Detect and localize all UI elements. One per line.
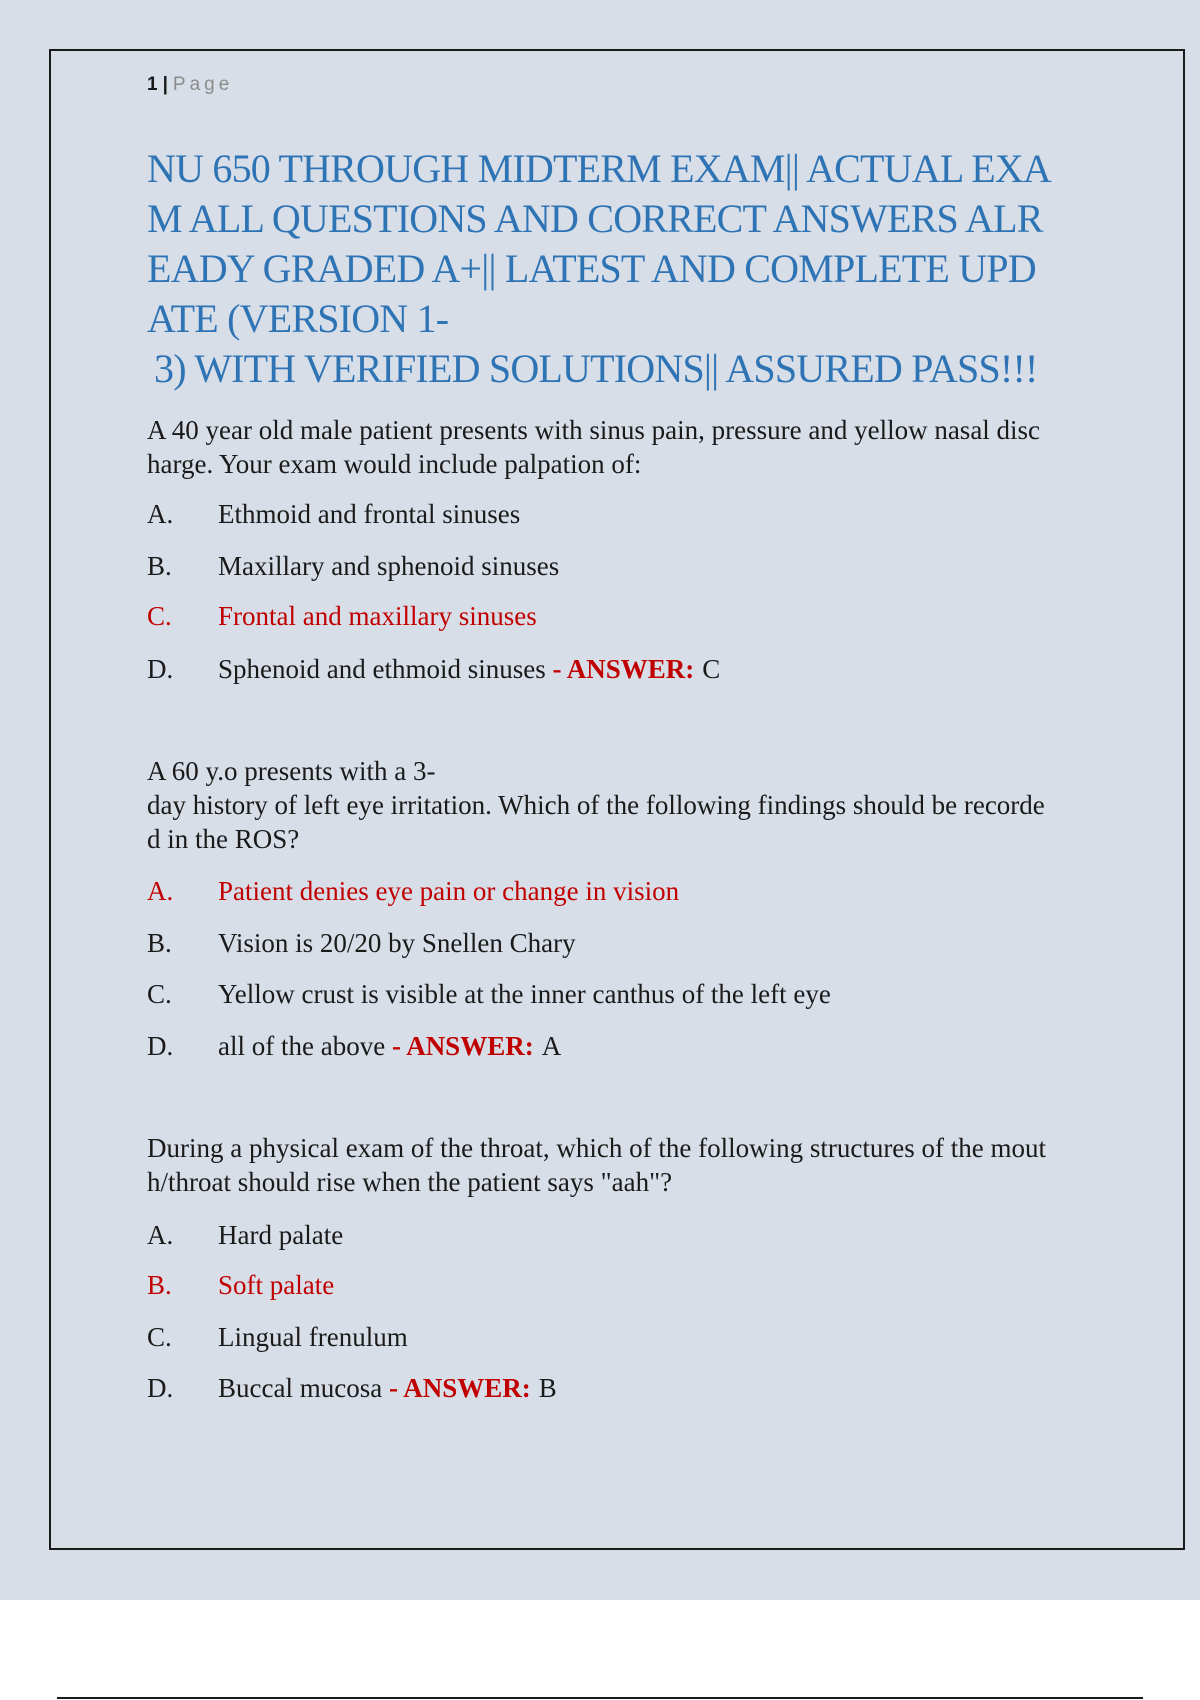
question-stem-line: h/throat should rise when the patient says "aah"? — [147, 1167, 673, 1197]
question-1-option-c-correct — [147, 599, 537, 633]
question-3-option-a — [147, 1218, 343, 1252]
answer-label: - ANSWER: — [391, 1031, 534, 1061]
title-line: 3) WITH VERIFIED SOLUTIONS|| ASSURED PASS!!! — [154, 346, 1038, 391]
page-number: 1 — [147, 74, 160, 95]
question-stem-line: A 40 year old male patient presents with sinus pain, pressure and yellow nasal disc — [147, 415, 1041, 445]
option-letter: B. — [147, 928, 172, 958]
question-3-stem — [147, 1131, 1097, 1199]
page-label: Page — [172, 74, 234, 95]
option-letter: A. — [147, 1220, 174, 1250]
option-letter: A. — [147, 876, 174, 906]
option-letter: D. — [147, 1373, 174, 1403]
option-text: Patient denies eye pain or change in vision — [218, 876, 680, 906]
question-1-option-d — [147, 652, 720, 686]
question-1-option-a — [147, 497, 520, 531]
answer-label: - ANSWER: — [388, 1373, 531, 1403]
question-1-option-b — [147, 549, 559, 583]
option-text: Sphenoid and ethmoid sinuses — [218, 654, 546, 684]
option-letter: B. — [147, 551, 172, 581]
option-text: Frontal and maxillary sinuses — [218, 601, 537, 631]
question-3-option-d — [147, 1371, 557, 1405]
question-2-option-d — [147, 1029, 561, 1063]
option-letter: B. — [147, 1270, 172, 1300]
answer-value: B — [538, 1373, 557, 1403]
answer-value: A — [541, 1031, 562, 1061]
option-letter: D. — [147, 654, 174, 684]
page-header-separator: | — [162, 74, 170, 95]
title-line: ATE (VERSION 1- — [147, 296, 449, 341]
question-1-stem — [147, 413, 1097, 481]
question-stem-line: During a physical exam of the throat, which of the following structures of the mout — [147, 1133, 1047, 1163]
option-letter: D. — [147, 1031, 174, 1061]
option-text: all of the above — [218, 1031, 386, 1061]
option-text: Hard palate — [218, 1220, 344, 1250]
option-text: Ethmoid and frontal sinuses — [218, 499, 521, 529]
question-stem-line: harge. Your exam would include palpation of: — [147, 449, 642, 479]
document-title — [147, 144, 1087, 394]
option-text: Maxillary and sphenoid sinuses — [218, 551, 560, 581]
question-stem-line: day history of left eye irritation. Which of the following findings should be recorde — [147, 790, 1045, 820]
answer-value: C — [702, 654, 721, 684]
option-text: Lingual frenulum — [218, 1322, 408, 1352]
question-stem-line: d in the ROS? — [147, 824, 300, 854]
question-2-option-c — [147, 977, 831, 1011]
page-header — [147, 74, 233, 96]
title-line: M ALL QUESTIONS AND CORRECT ANSWERS ALR — [147, 196, 1043, 241]
question-2-option-a-correct — [147, 874, 679, 908]
option-text: Vision is 20/20 by Snellen Chary — [218, 928, 576, 958]
title-line: EADY GRADED A+|| LATEST AND COMPLETE UPD — [147, 246, 1036, 291]
option-text: Yellow crust is visible at the inner canthus of the left eye — [218, 979, 831, 1009]
option-text: Buccal mucosa — [218, 1373, 383, 1403]
option-letter: A. — [147, 499, 174, 529]
question-3-option-b-correct — [147, 1268, 334, 1302]
option-letter: C. — [147, 979, 172, 1009]
option-text: Soft palate — [218, 1270, 335, 1300]
option-letter: C. — [147, 601, 172, 631]
question-2-option-b — [147, 926, 576, 960]
title-line: NU 650 THROUGH MIDTERM EXAM|| ACTUAL EXA — [147, 146, 1051, 191]
footer-rule — [57, 1697, 1143, 1699]
question-2-stem — [147, 754, 1097, 856]
option-letter: C. — [147, 1322, 172, 1352]
question-3-option-c — [147, 1320, 408, 1354]
question-stem-line: A 60 y.o presents with a 3- — [147, 756, 436, 786]
answer-label: - ANSWER: — [552, 654, 695, 684]
